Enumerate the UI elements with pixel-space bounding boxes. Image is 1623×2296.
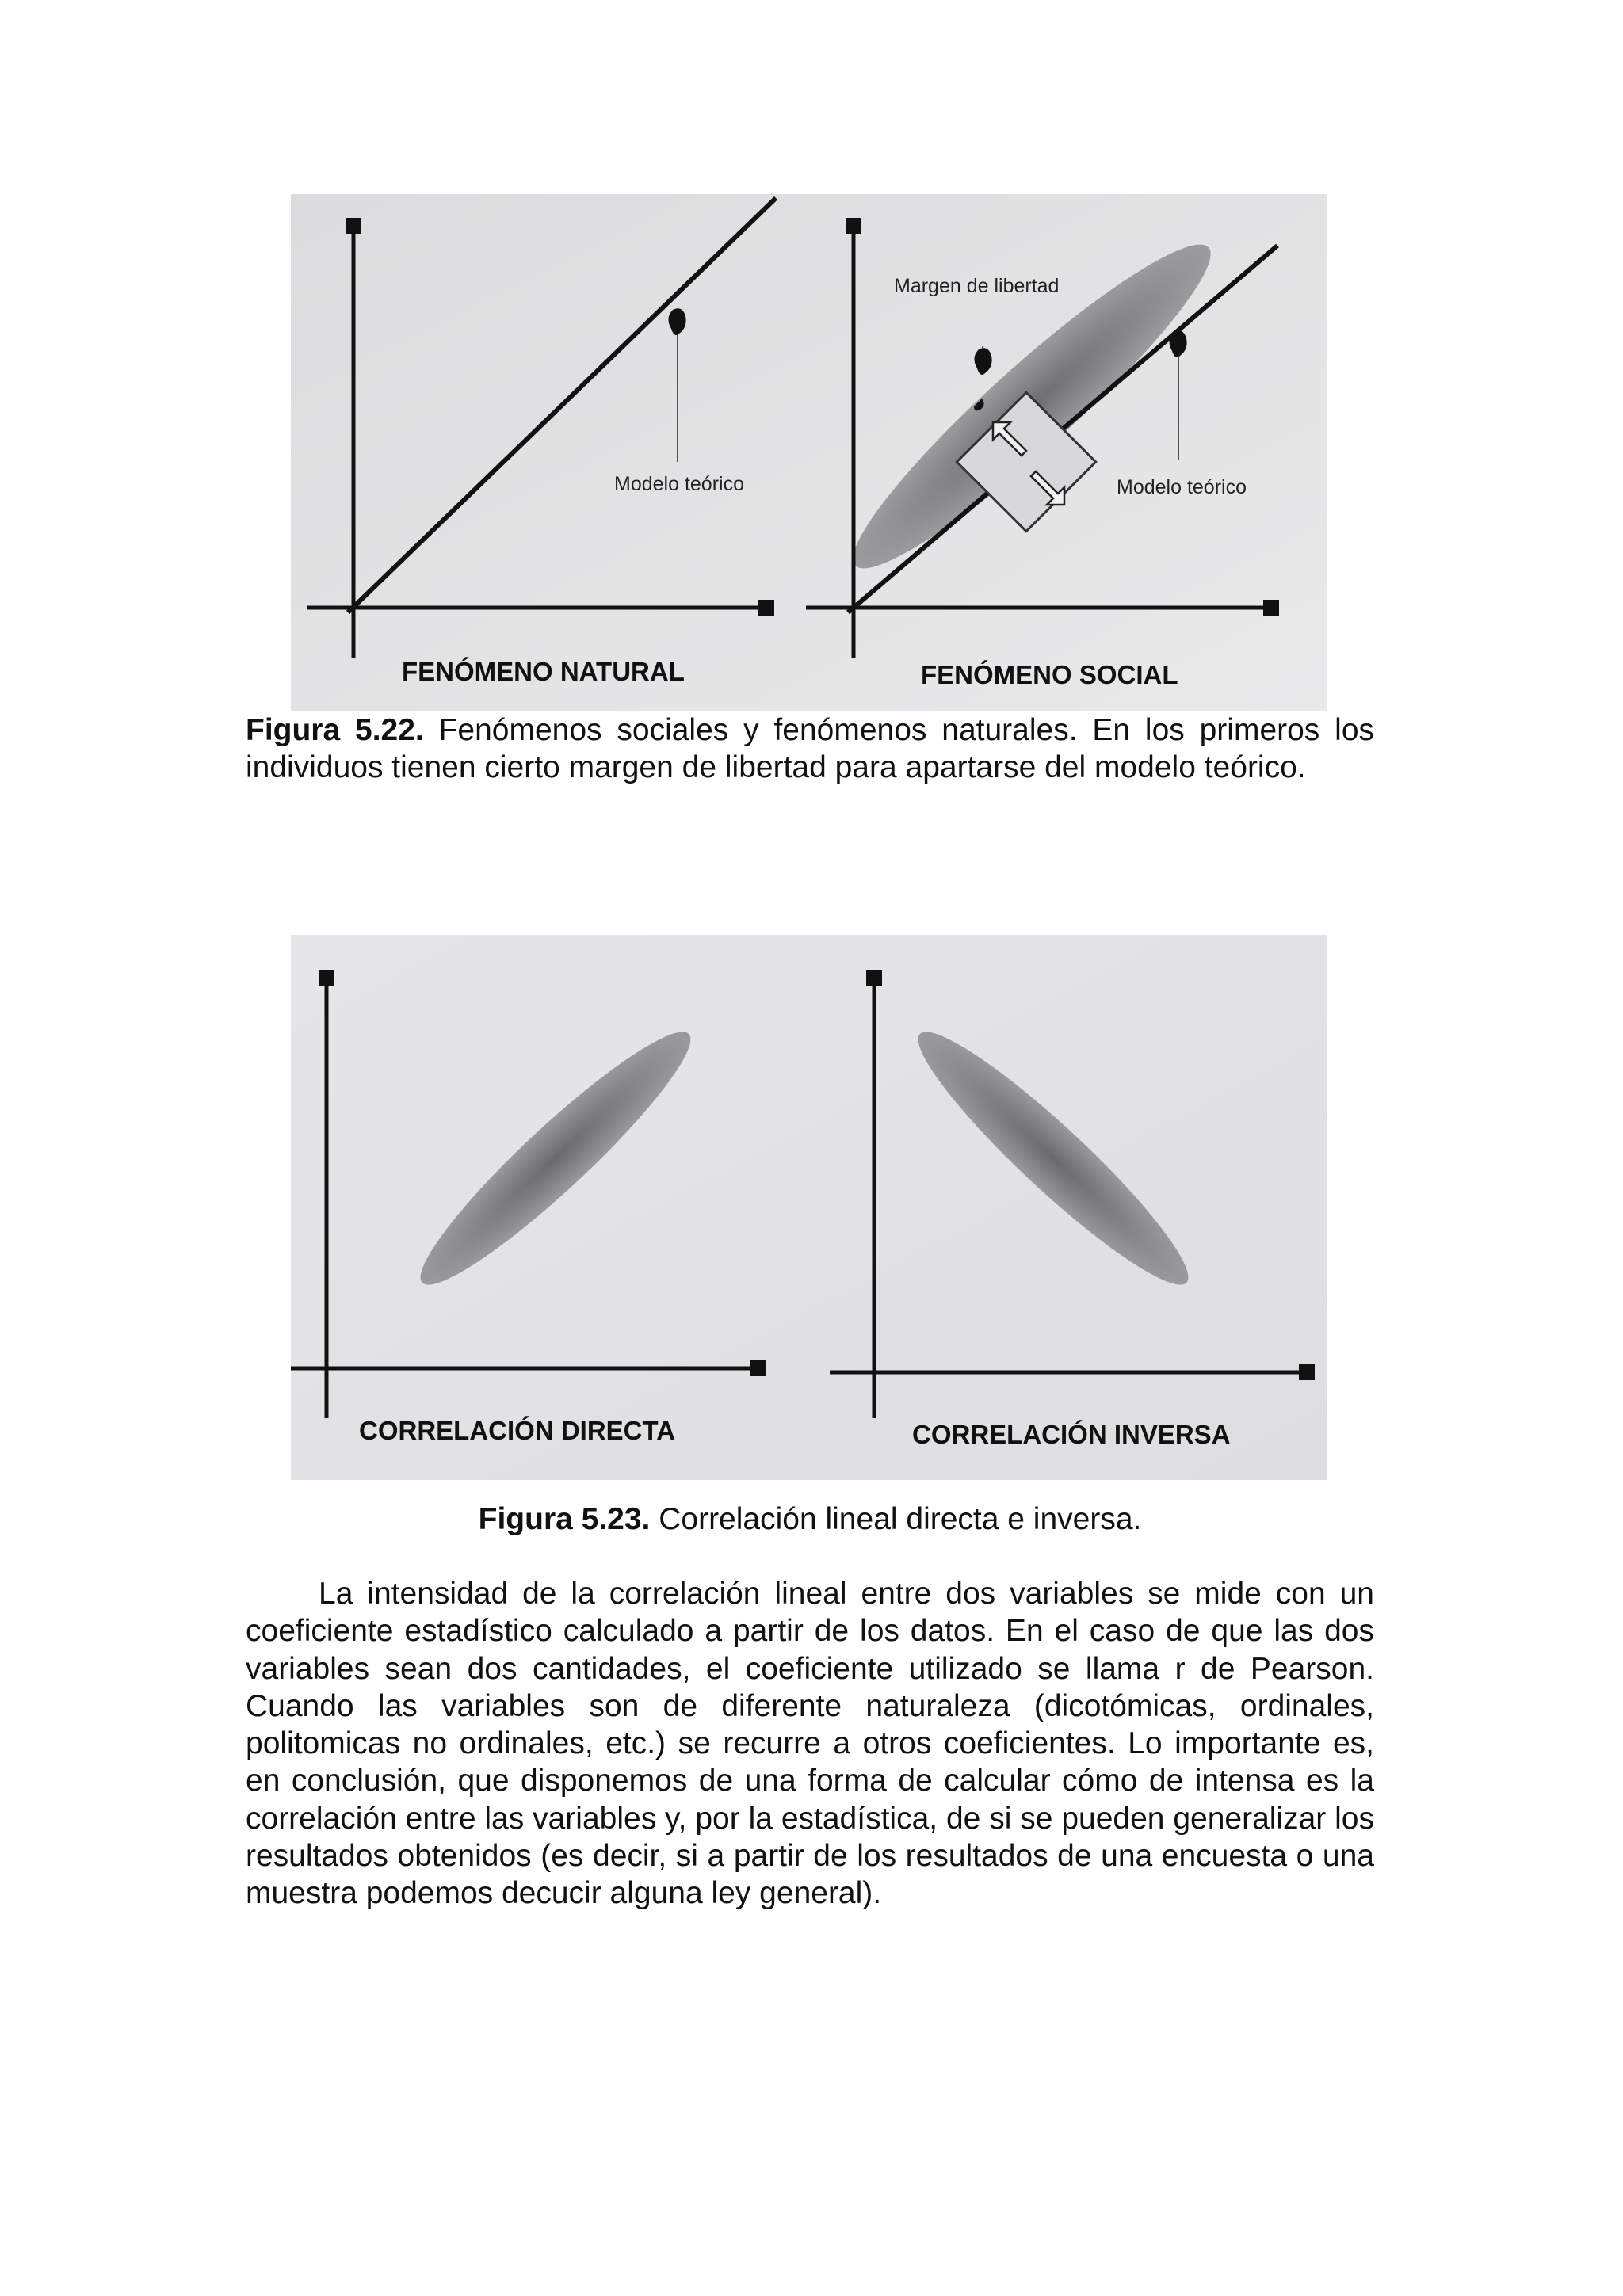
direct-correlation-title: CORRELACIÓN DIRECTA [359, 1416, 676, 1445]
social-panel-title: FENÓMENO SOCIAL [921, 660, 1178, 689]
figure-5-23-caption [246, 1501, 1374, 1538]
y-axis-end-marker [846, 218, 861, 234]
x-axis-end-marker [1263, 600, 1279, 616]
body-paragraph [246, 1575, 1374, 1913]
freedom-margin-label: Margen de libertad [894, 275, 1060, 297]
x-axis-end-marker [750, 1360, 766, 1376]
y-axis-end-marker [346, 218, 361, 234]
paragraph-text: La intensidad de la correlación lineal entre dos variables se mide con un coeficiente estadístico calculado a partir de los datos. En el caso de que las dos variables sean dos cantidades, el coeficiente utilizado se llama r de Pearson. Cuando las variables son de diferente naturaleza (dicotómicas, ordinales, politomicas no ordinales, etc.) se recurre a otros coeficientes. Lo importante es, en conclusión, que disponemos de una forma de calcular cómo de intensa es la correlación entre las variables y, por la estadística, de si se pueden generalizar los resultados obtenidos (es decir, si a partir de los resultados de una encuesta o una muestra podemos decucir alguna ley general). [246, 1577, 1374, 1911]
photo-background [291, 935, 1327, 1480]
x-axis-end-marker [758, 600, 774, 616]
caption-text: Fenómenos sociales y fenómenos naturales. En los primeros los individuos tienen cierto margen de libertad para apartarse del modelo teórico. [246, 713, 1375, 784]
social-model-label: Modelo teórico [1117, 476, 1247, 498]
x-axis-end-marker [1299, 1364, 1315, 1380]
figure-5-23 [291, 935, 1327, 1480]
y-axis-end-marker [866, 970, 882, 986]
y-axis-end-marker [319, 970, 334, 986]
figure-5-22-graphic [291, 194, 1327, 711]
caption-text: Correlación lineal directa e inversa. [650, 1502, 1142, 1536]
figure-5-23-graphic [291, 935, 1327, 1480]
natural-model-label: Modelo teórico [614, 473, 744, 495]
figure-5-22 [291, 194, 1327, 711]
figure-5-22-caption [246, 711, 1374, 786]
natural-panel-title: FENÓMENO NATURAL [402, 657, 685, 686]
inverse-correlation-title: CORRELACIÓN INVERSA [912, 1420, 1231, 1449]
caption-label: Figura 5.23. [478, 1502, 651, 1536]
caption-label: Figura 5.22. [246, 713, 424, 747]
